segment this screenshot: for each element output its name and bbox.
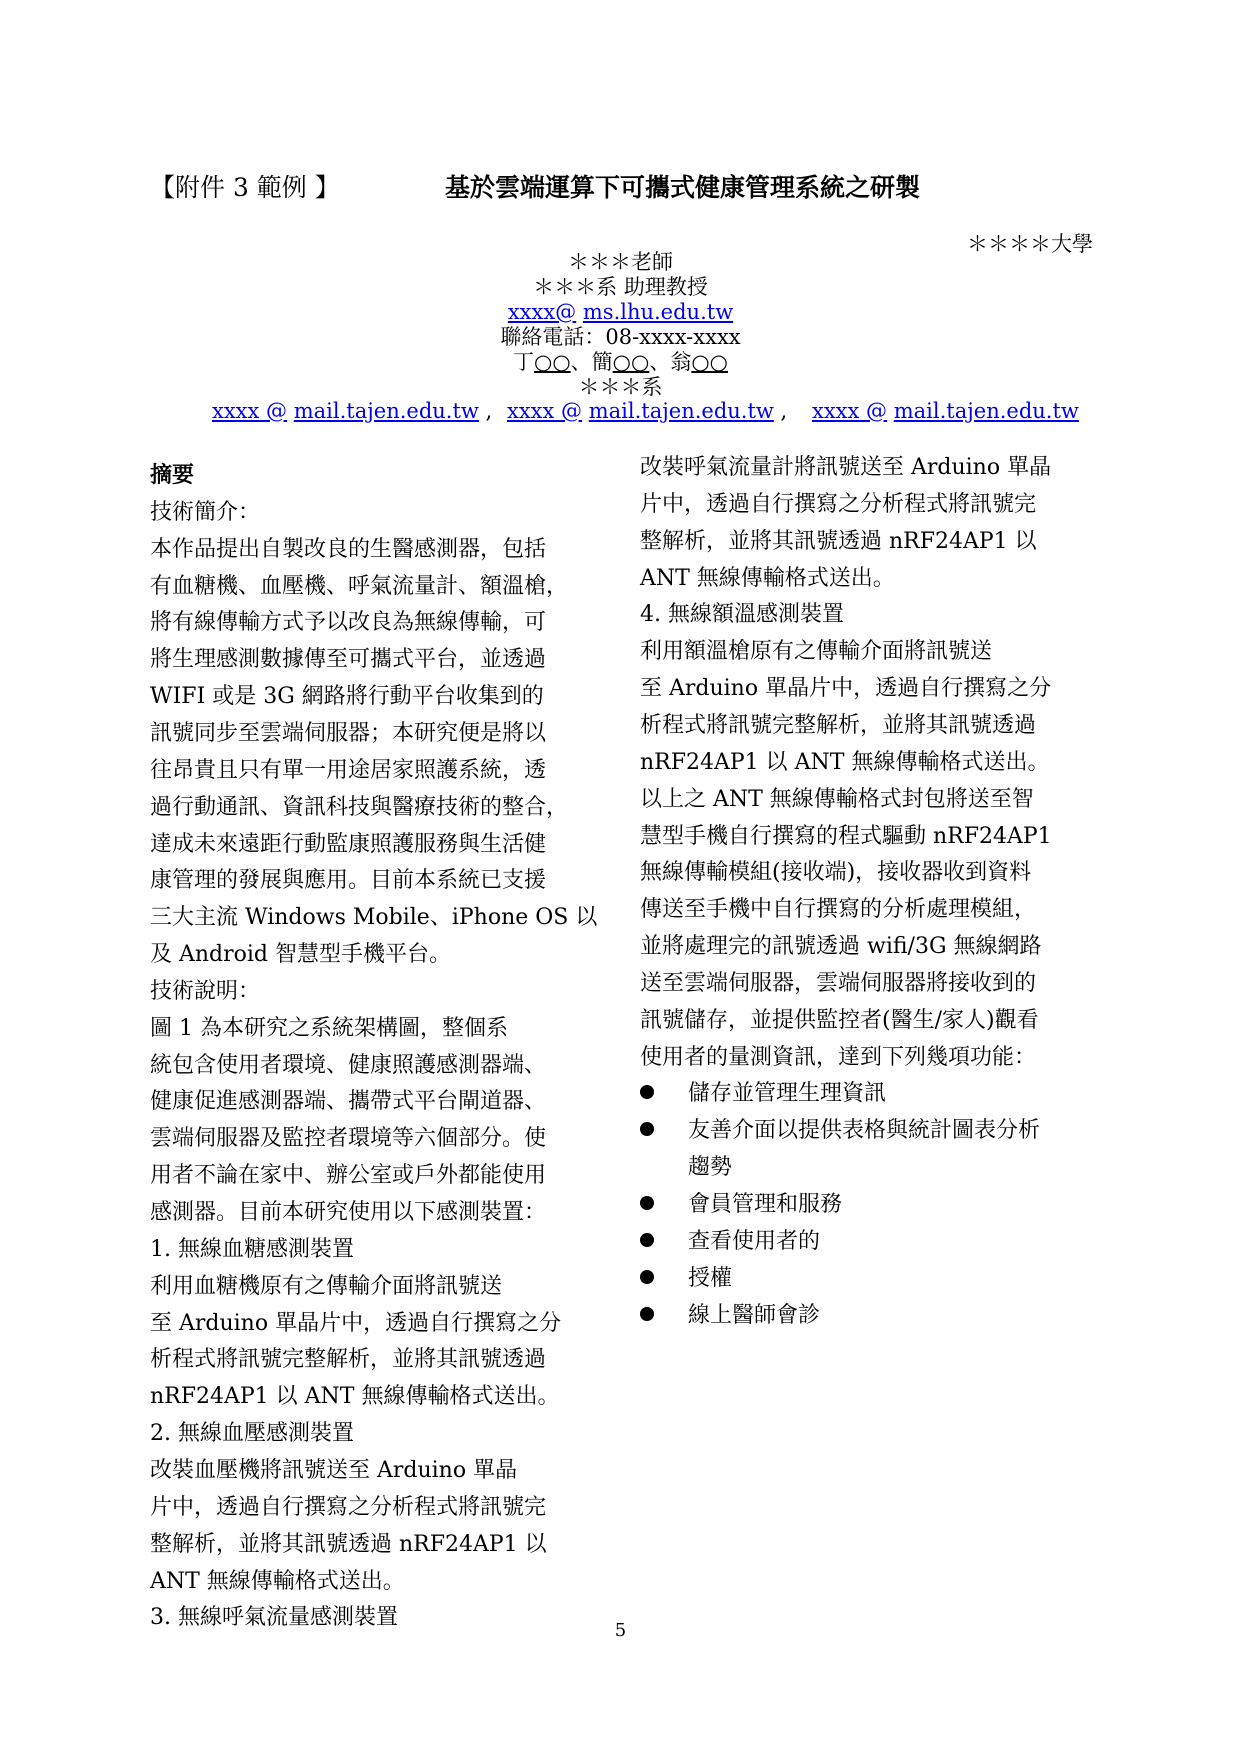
- email-user-link[interactable]: xxxx @: [212, 399, 288, 423]
- text-line: 用者不論在家中、辦公室或戶外都能使用: [150, 1163, 547, 1189]
- email-user-link[interactable]: xxxx @: [507, 399, 583, 423]
- text-line: 無線傳輸模組(接收端)，接收器收到資料: [640, 860, 1032, 886]
- text-line: 改裝血壓機將訊號送至 Arduino 單晶: [150, 1457, 518, 1483]
- text-line: 健康促進感測器端、攜帶式平台閘道器、: [150, 1089, 547, 1115]
- text-line: 三大主流 Windows Mobile、iPhone OS 以: [150, 905, 598, 931]
- student-name-mark: ○○: [534, 350, 571, 374]
- text-line: 傳送至手機中自行撰寫的分析處理模組，: [640, 897, 1037, 923]
- department-title: ＊＊＊系 助理教授: [533, 275, 708, 299]
- text-line: WIFI 或是 3G 網路將行動平台收集到的: [150, 684, 544, 710]
- email-user-link[interactable]: xxxx @: [812, 399, 888, 423]
- text-line: 析程式將訊號完整解析，並將其訊號透過: [150, 1347, 547, 1373]
- bullet-dot-icon: [640, 1270, 654, 1284]
- email-separator: ,: [478, 399, 493, 423]
- text-line: 以上之 ANT 無線傳輸格式封包將送至智: [640, 786, 1034, 812]
- email-domain-link[interactable]: ms.lhu.edu.tw: [582, 300, 734, 324]
- bullet-item: 儲存並管理生理資訊: [688, 1081, 887, 1107]
- text-line: ANT 無線傳輸格式送出。: [150, 1568, 405, 1594]
- text-line: 及 Android 智慧型手機平台。: [150, 942, 452, 968]
- university-name: ＊＊＊＊大學: [967, 232, 1093, 256]
- student-name-mark: ○○: [691, 350, 728, 374]
- paper-title: 基於雲端運算下可攜式健康管理系統之研製: [445, 173, 921, 202]
- text-line: 1. 無線血糖感測裝置: [150, 1236, 354, 1262]
- student-names: [0, 350, 1241, 375]
- text-line: 片中，透過自行撰寫之分析程式將訊號完: [640, 491, 1037, 517]
- text-line: 技術說明：: [150, 978, 261, 1004]
- text-line: nRF24AP1 以 ANT 無線傳輸格式送出。: [640, 749, 1050, 775]
- attachment-label: 【附件 3 範例 】: [150, 173, 340, 202]
- bullet-item: 會員管理和服務: [688, 1192, 843, 1217]
- text-line: 3. 無線呼氣流量感測裝置: [150, 1605, 398, 1631]
- student-name-part: 丁: [513, 350, 535, 374]
- text-line: 將生理感測數據傳至可攜式平台，並透過: [150, 647, 547, 673]
- text-line: 康管理的發展與應用。目前本系統已支援: [150, 868, 547, 894]
- bullet-dot-icon: [640, 1085, 654, 1099]
- bullet-dot-icon: [640, 1307, 654, 1321]
- text-line: 整解析，並將其訊號透過 nRF24AP1 以: [640, 528, 1037, 554]
- text-line: 訊號同步至雲端伺服器；本研究便是將以: [150, 720, 547, 746]
- text-line: 慧型手機自行撰寫的程式驅動 nRF24AP1: [640, 823, 1052, 849]
- text-line: 雲端伺服器及監控者環境等六個部分。使: [150, 1126, 547, 1152]
- bullet-dot-icon: [640, 1122, 654, 1136]
- bullet-item: 線上醫師會診: [688, 1302, 821, 1328]
- bullet-item: 查看使用者的: [688, 1228, 821, 1254]
- email-domain-link[interactable]: mail.tajen.edu.tw: [293, 399, 479, 423]
- email-separator: ,: [773, 399, 788, 423]
- text-line: 過行動通訊、資訊科技與醫療技術的整合，: [150, 794, 569, 820]
- section-heading: 摘要: [150, 462, 195, 488]
- text-line: ANT 無線傳輸格式送出。: [640, 565, 895, 591]
- page-number: 5: [614, 1620, 627, 1641]
- text-line: 技術簡介：: [150, 499, 261, 525]
- bullet-item: 趨勢: [688, 1155, 733, 1181]
- student-email-1[interactable]: [212, 399, 492, 423]
- text-line: 改裝呼氣流量計將訊號送至 Arduino 單晶: [640, 455, 1052, 480]
- text-line: 感測器。目前本研究使用以下感測裝置：: [150, 1200, 547, 1225]
- text-line: 2. 無線血壓感測裝置: [150, 1421, 354, 1447]
- email-domain-link[interactable]: mail.tajen.edu.tw: [588, 399, 774, 423]
- text-line: 往昂貴且只有單一用途居家照護系統，透: [150, 757, 547, 783]
- text-line: 圖 1 為本研究之系統架構圖，整個系: [150, 1015, 508, 1041]
- text-line: 統包含使用者環境、健康照護感測器端、: [150, 1052, 547, 1078]
- text-line: 片中，透過自行撰寫之分析程式將訊號完: [150, 1494, 547, 1520]
- text-line: 利用血糖機原有之傳輸介面將訊號送: [150, 1273, 503, 1299]
- text-line: 本作品提出自製改良的生醫感測器，包括: [150, 536, 547, 562]
- phone-number: 聯絡電話：08-xxxx-xxxx: [500, 325, 741, 349]
- text-line: 使用者的量測資訊，達到下列幾項功能：: [640, 1044, 1037, 1070]
- student-email-2[interactable]: [507, 399, 787, 423]
- text-line: 送至雲端伺服器，雲端伺服器將接收到的: [640, 970, 1037, 996]
- text-line: 4. 無線額溫感測裝置: [640, 602, 844, 628]
- text-line: 將有線傳輸方式予以改良為無線傳輸，可: [150, 610, 547, 636]
- text-line: 至 Arduino 單晶片中，透過自行撰寫之分: [150, 1310, 562, 1336]
- student-department: ＊＊＊系: [578, 375, 663, 399]
- teacher-email[interactable]: [0, 300, 1241, 325]
- text-line: 析程式將訊號完整解析，並將其訊號透過: [640, 712, 1037, 738]
- email-user-link[interactable]: xxxx@: [507, 300, 577, 324]
- bullet-dot-icon: [640, 1233, 654, 1247]
- text-line: 至 Arduino 單晶片中，透過自行撰寫之分: [640, 676, 1052, 702]
- text-line: 整解析，並將其訊號透過 nRF24AP1 以: [150, 1531, 547, 1557]
- student-name-part: 、簡: [570, 350, 613, 374]
- bullet-dot-icon: [640, 1196, 654, 1210]
- student-name-mark: ○○: [612, 350, 650, 374]
- teacher-name: ＊＊＊老師: [568, 250, 673, 274]
- student-name-part: 、翁: [649, 350, 692, 374]
- text-line: 利用額溫槍原有之傳輸介面將訊號送: [640, 639, 993, 665]
- author-block: [0, 250, 1241, 400]
- text-line: nRF24AP1 以 ANT 無線傳輸格式送出。: [150, 1384, 560, 1410]
- text-line: 並將處理完的訊號透過 wifi/3G 無線網路: [640, 934, 1042, 960]
- bullet-item: 友善介面以提供表格與統計圖表分析: [688, 1118, 1041, 1144]
- text-line: 達成未來遠距行動監康照護服務與生活健: [150, 831, 547, 857]
- text-line: 訊號儲存，並提供監控者(醫生/家人)觀看: [640, 1007, 1039, 1033]
- text-line: 有血糖機、血壓機、呼氣流量計、額溫槍，: [150, 573, 569, 599]
- bullet-item: 授權: [688, 1265, 733, 1291]
- student-email-3[interactable]: [812, 399, 1079, 423]
- email-domain-link[interactable]: mail.tajen.edu.tw: [893, 399, 1079, 423]
